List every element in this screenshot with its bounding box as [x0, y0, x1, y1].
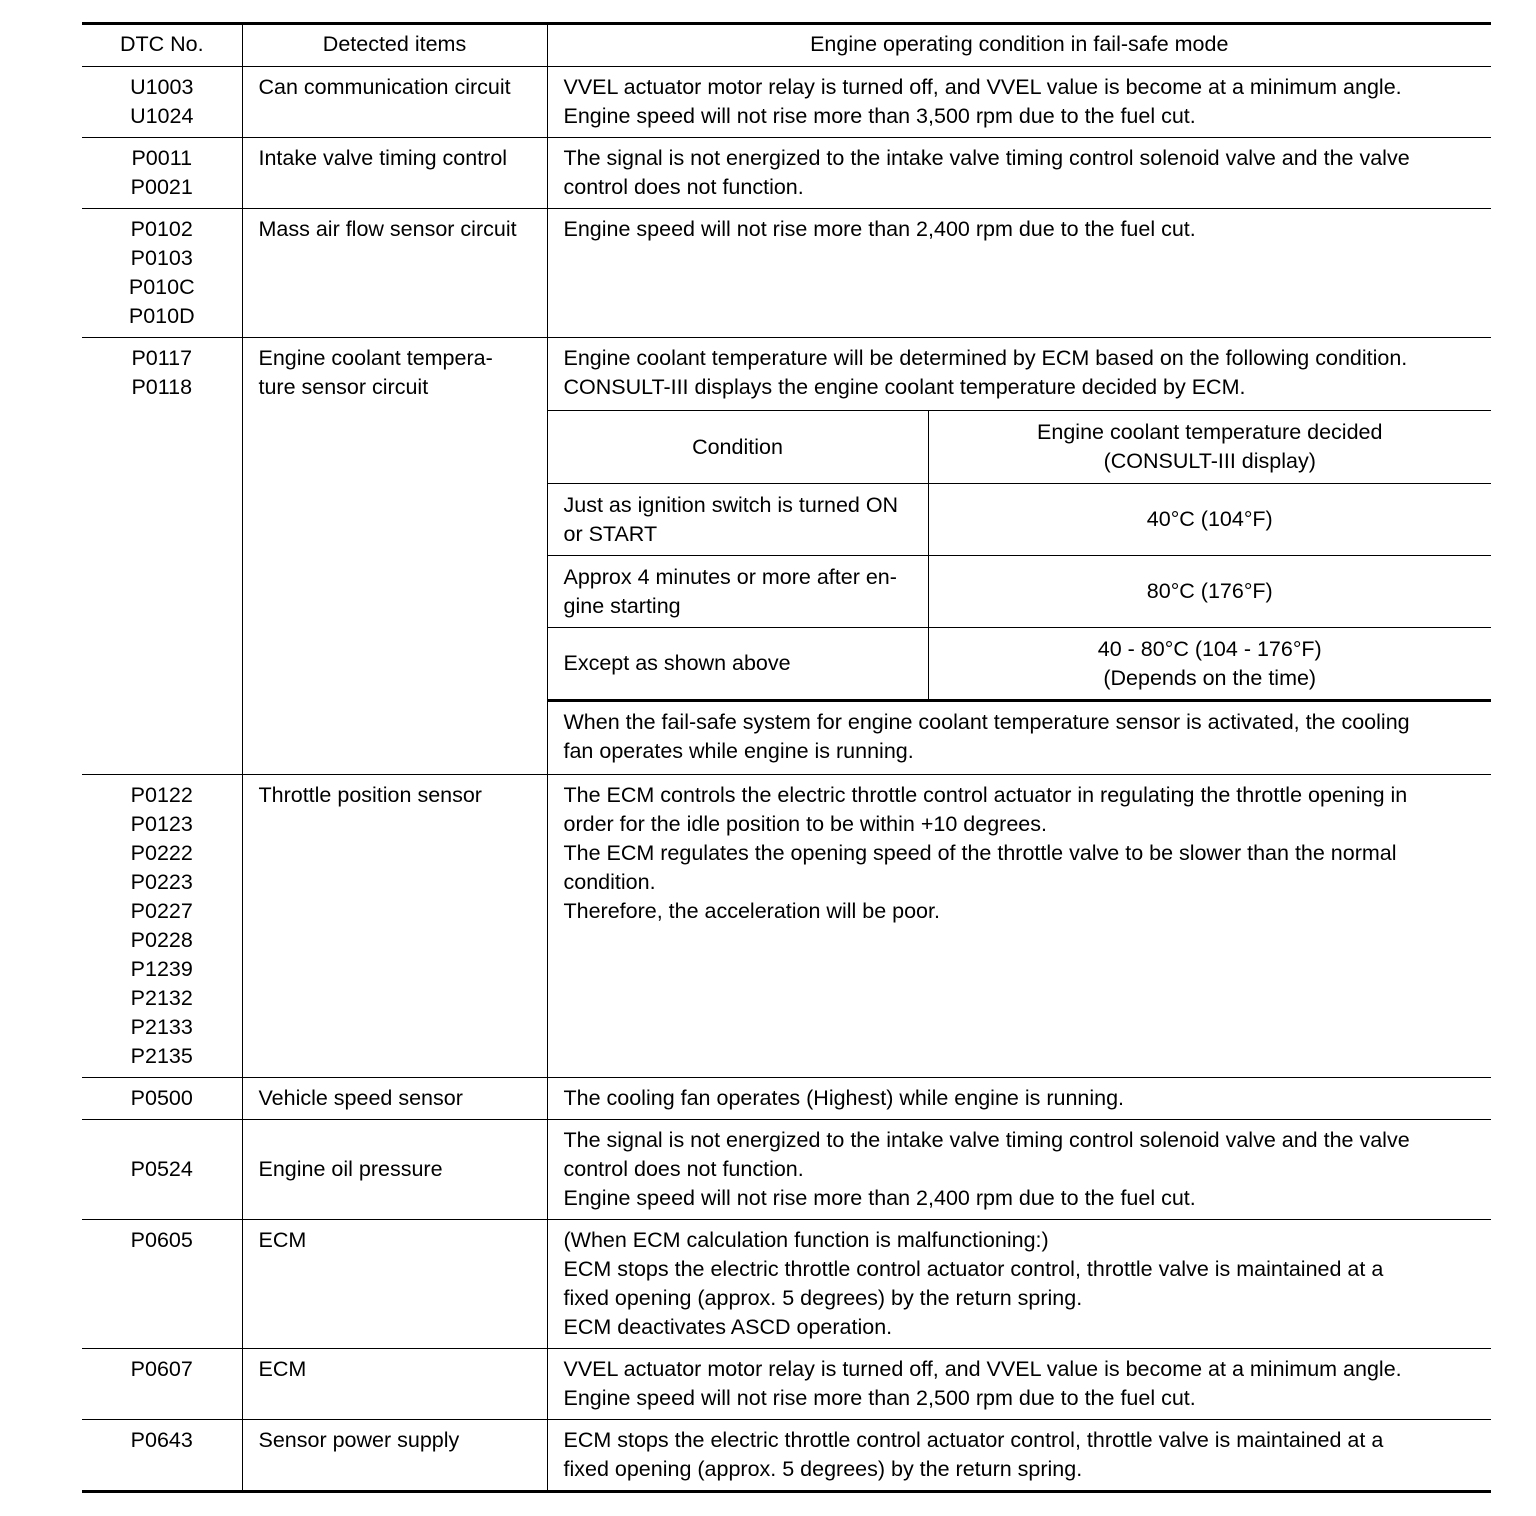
- dtc-code: P0227: [130, 899, 193, 923]
- nested-temperature-cell: [928, 628, 1491, 701]
- table-row: [82, 1220, 1491, 1349]
- detected-item-cell: [242, 1120, 547, 1220]
- nested-condition-cell: [548, 556, 929, 628]
- dtc-code: P2132: [130, 986, 193, 1010]
- condition-text: The ECM controls the electric throttle control actuator in regulating the throttle opening in: [563, 783, 1408, 807]
- nested-header-temperature-line: (CONSULT-III display): [1103, 449, 1316, 473]
- coolant-temperature-table: [548, 411, 1492, 702]
- detected-item-cell: [242, 209, 547, 338]
- dtc-code: P0118: [131, 375, 193, 399]
- dtc-cell: [82, 67, 242, 138]
- condition-text: Engine speed will not rise more than 2,400 rpm due to the fuel cut.: [563, 217, 1196, 241]
- dtc-code: P1239: [130, 957, 193, 981]
- nested-header-temperature: [928, 411, 1491, 484]
- condition-text: VVEL actuator motor relay is turned off, and VVEL value is become at a minimum angle.: [563, 75, 1402, 99]
- header-detected-items: Detected items: [242, 24, 547, 67]
- detected-item-text: Vehicle speed sensor: [258, 1086, 463, 1110]
- fail-safe-table: [82, 22, 1491, 1493]
- nested-row: [548, 484, 1492, 556]
- condition-text: CONSULT-III displays the engine coolant temperature decided by ECM.: [563, 375, 1246, 399]
- condition-cell: [547, 1120, 1491, 1220]
- dtc-code: P0123: [130, 812, 193, 836]
- condition-text: control does not function.: [563, 1157, 804, 1181]
- table-row: [82, 1420, 1491, 1492]
- dtc-code: P0222: [130, 841, 193, 865]
- dtc-cell: [82, 1120, 242, 1220]
- detected-item-text: ECM: [258, 1357, 307, 1381]
- nested-header-row: [548, 411, 1492, 484]
- condition-cell: [547, 1078, 1491, 1120]
- nested-condition-text: Approx 4 minutes or more after en-: [563, 564, 897, 589]
- detected-item-cell: [242, 1078, 547, 1120]
- dtc-code: P2135: [130, 1044, 193, 1068]
- detected-item-text: ture sensor circuit: [258, 375, 429, 399]
- condition-text: ECM deactivates ASCD operation.: [563, 1315, 893, 1339]
- condition-text: VVEL actuator motor relay is turned off, and VVEL value is become at a minimum angle.: [563, 1357, 1402, 1381]
- dtc-cell: [82, 1349, 242, 1420]
- table-row: [82, 138, 1491, 209]
- nested-condition-cell: [548, 484, 929, 556]
- nested-condition-text: Just as ignition switch is turned ON: [563, 492, 899, 517]
- dtc-code: P0122: [130, 783, 193, 807]
- nested-condition-text: Except as shown above: [563, 651, 791, 675]
- detected-item-cell: [242, 67, 547, 138]
- nested-temperature-text: (Depends on the time): [1103, 665, 1317, 690]
- nested-temperature-text: 40 - 80°C (104 - 176°F): [1097, 636, 1322, 661]
- dtc-code: U1003: [130, 75, 194, 99]
- condition-text: Therefore, the acceleration will be poor.: [563, 899, 940, 923]
- dtc-code: P0223: [130, 870, 193, 894]
- nested-temperature-cell: [928, 484, 1491, 556]
- detected-item-text: Sensor power supply: [258, 1428, 460, 1452]
- dtc-cell: [82, 209, 242, 338]
- condition-text: order for the idle position to be within +10 degrees.: [563, 812, 1047, 836]
- detected-item-cell: [242, 1349, 547, 1420]
- condition-cell: [547, 1420, 1491, 1492]
- dtc-cell: [82, 1420, 242, 1492]
- condition-text: fixed opening (approx. 5 degrees) by the return spring.: [563, 1457, 1083, 1481]
- dtc-code: P0643: [130, 1428, 193, 1452]
- table-header-row: [82, 24, 1491, 67]
- dtc-cell: [82, 775, 242, 1078]
- condition-text: The signal is not energized to the intake valve timing control solenoid valve and the valve: [563, 146, 1410, 170]
- dtc-code: P0103: [130, 246, 193, 270]
- nested-row: [548, 628, 1492, 701]
- condition-text: Engine speed will not rise more than 2,400 rpm due to the fuel cut.: [563, 1186, 1196, 1210]
- nested-condition-text: gine starting: [563, 593, 681, 618]
- nested-temperature-cell: [928, 556, 1491, 628]
- nested-temperature-text: 40°C (104°F): [1146, 507, 1273, 531]
- detected-item-text: Throttle position sensor: [258, 783, 482, 807]
- nested-row: [548, 556, 1492, 628]
- dtc-code: P0228: [130, 928, 193, 952]
- detected-item-text: Mass air flow sensor circuit: [258, 217, 517, 241]
- detected-item-text: Intake valve timing control: [258, 146, 508, 170]
- dtc-cell: [82, 1220, 242, 1349]
- table-row: [82, 1120, 1491, 1220]
- condition-text: Engine coolant temperature will be determined by ECM based on the following condition.: [563, 346, 1408, 370]
- condition-text: (When ECM calculation function is malfunctioning:): [563, 1228, 1049, 1252]
- dtc-code: P2133: [130, 1015, 193, 1039]
- table-row: [82, 338, 1491, 775]
- table-row: [82, 1349, 1491, 1420]
- coolant-intro: [548, 338, 1492, 411]
- condition-cell: [547, 209, 1491, 338]
- table-row: [82, 1078, 1491, 1120]
- table-row: [82, 209, 1491, 338]
- dtc-code: P010C: [128, 275, 195, 299]
- detected-item-cell: [242, 138, 547, 209]
- detected-item-text: Can communication circuit: [258, 75, 511, 99]
- detected-item-cell: [242, 1420, 547, 1492]
- table-row: [82, 67, 1491, 138]
- condition-text: The ECM regulates the opening speed of the throttle valve to be slower than the normal: [563, 841, 1397, 865]
- condition-text: ECM stops the electric throttle control actuator control, throttle valve is maintained at a: [563, 1257, 1384, 1281]
- detected-item-cell: [242, 338, 547, 775]
- dtc-code: P0117: [131, 346, 193, 370]
- detected-item-text: Engine oil pressure: [258, 1157, 443, 1181]
- dtc-code: P0500: [130, 1086, 193, 1110]
- condition-text: fan operates while engine is running.: [563, 739, 914, 763]
- header-dtc: DTC No.: [82, 24, 242, 67]
- dtc-code: P0011: [131, 146, 193, 170]
- condition-text: The signal is not energized to the intake valve timing control solenoid valve and the valve: [563, 1128, 1410, 1152]
- header-engine-condition: Engine operating condition in fail-safe mode: [547, 24, 1491, 67]
- dtc-cell: [82, 1078, 242, 1120]
- condition-cell: [547, 67, 1491, 138]
- nested-header-condition: Condition: [548, 411, 929, 484]
- condition-cell: [547, 775, 1491, 1078]
- condition-cell: [547, 338, 1491, 775]
- detected-item-cell: [242, 775, 547, 1078]
- condition-cell: [547, 1220, 1491, 1349]
- condition-text: ECM stops the electric throttle control actuator control, throttle valve is maintained at a: [563, 1428, 1384, 1452]
- coolant-fail-safe-note: [548, 702, 1492, 774]
- dtc-code: P0021: [130, 175, 193, 199]
- condition-text: control does not function.: [563, 175, 804, 199]
- nested-header-temperature-line: Engine coolant temperature decided: [1037, 420, 1383, 444]
- dtc-code: P0102: [130, 217, 193, 241]
- detected-item-text: Engine coolant tempera-: [258, 346, 493, 370]
- nested-condition-cell: [548, 628, 929, 701]
- table-row: [82, 775, 1491, 1078]
- dtc-code: P0524: [130, 1157, 193, 1181]
- condition-text: fixed opening (approx. 5 degrees) by the return spring.: [563, 1286, 1083, 1310]
- dtc-cell: [82, 138, 242, 209]
- detected-item-text: ECM: [258, 1228, 307, 1252]
- condition-text: The cooling fan operates (Highest) while engine is running.: [563, 1086, 1125, 1110]
- dtc-code: P0607: [130, 1357, 193, 1381]
- dtc-code: U1024: [130, 104, 194, 128]
- nested-temperature-text: 80°C (176°F): [1146, 579, 1273, 603]
- nested-condition-text: or START: [563, 521, 658, 546]
- dtc-code: P0605: [130, 1228, 193, 1252]
- condition-text: condition.: [563, 870, 656, 894]
- condition-text: When the fail-safe system for engine coolant temperature sensor is activated, the cooling: [563, 710, 1410, 734]
- detected-item-cell: [242, 1220, 547, 1349]
- condition-text: Engine speed will not rise more than 2,500 rpm due to the fuel cut.: [563, 1386, 1196, 1410]
- condition-text: Engine speed will not rise more than 3,500 rpm due to the fuel cut.: [563, 104, 1196, 128]
- condition-cell: [547, 1349, 1491, 1420]
- dtc-code: P010D: [128, 304, 195, 328]
- dtc-cell: [82, 338, 242, 775]
- condition-cell: [547, 138, 1491, 209]
